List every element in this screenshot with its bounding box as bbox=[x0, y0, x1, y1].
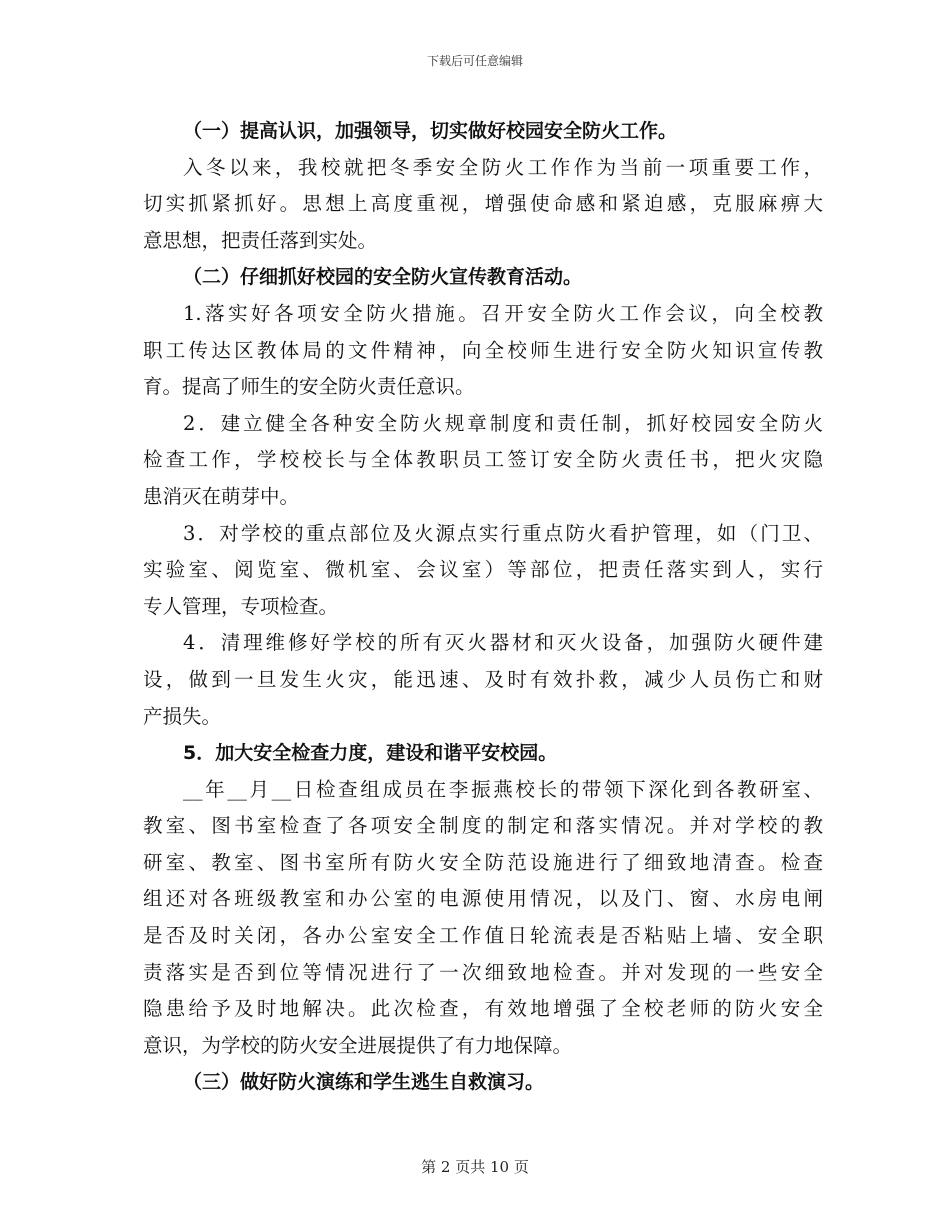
paragraph-line: 职工传达区教体局的文件精神，向全校师生进行安全防火知识宣传教 bbox=[143, 338, 823, 362]
paragraph-line: 责落实是否到位等情况进行了一次细致地检查。并对发现的一些安全 bbox=[143, 960, 823, 984]
page-footer: 第 2 页共 10 页 bbox=[421, 1158, 529, 1176]
paragraph-line: 切实抓紧抓好。思想上高度重视，增强使命感和紧迫感，克服麻痹大 bbox=[143, 192, 823, 216]
paragraph-line: 设，做到一旦发生火灾，能迅速、及时有效扑救，减少人员伤亡和财 bbox=[143, 667, 823, 691]
paragraph-line: __年__月__日检查组成员在李振燕校长的带领下深化到各教研室、 bbox=[183, 777, 823, 801]
paragraph-line: 患消灭在萌芽中。 bbox=[143, 484, 300, 508]
section-heading: （三）做好防火演练和学生逃生自救演习。 bbox=[183, 1071, 545, 1094]
paragraph-line: 意思想，把责任落到实处。 bbox=[143, 228, 378, 252]
subsection-heading: 5．加大安全检查力度，建设和谐平安校园。 bbox=[183, 742, 558, 765]
document-body bbox=[143, 113, 823, 1101]
paragraph-line: 1.落实好各项安全防火措施。召开安全防火工作会议，向全校教 bbox=[183, 301, 823, 325]
paragraph-line: 入冬以来，我校就把冬季安全防火工作作为当前一项重要工作， bbox=[183, 155, 823, 179]
section-heading: （一）提高认识，加强领导，切实做好校园安全防火工作。 bbox=[183, 120, 678, 142]
paragraph-line: 产损失。 bbox=[143, 704, 222, 728]
paragraph-line: 3．对学校的重点部位及火源点实行重点防火看护管理，如（门卫、 bbox=[183, 521, 823, 545]
page-header: 下载后可任意编辑 bbox=[426, 54, 523, 68]
section-heading: （二）仔细抓好校园的安全防火宣传教育活动。 bbox=[183, 266, 583, 289]
paragraph-line: 4．清理维修好学校的所有灭火器材和灭火设备，加强防火硬件建 bbox=[183, 631, 823, 655]
paragraph-line: 组还对各班级教室和办公室的电源使用情况，以及门、窗、水房电闸 bbox=[143, 887, 823, 911]
paragraph-line: 隐患给予及时地解决。此次检查，有效地增强了全校老师的防火安全 bbox=[143, 997, 823, 1021]
paragraph-line: 研室、教室、图书室所有防火安全防范设施进行了细致地清查。检查 bbox=[143, 850, 823, 874]
paragraph-line: 实验室、阅览室、微机室、会议室）等部位，把责任落实到人，实行 bbox=[143, 558, 823, 582]
paragraph-line: 教室、图书室检查了各项安全制度的制定和落实情况。并对学校的教 bbox=[143, 814, 823, 838]
paragraph-line: 育。提高了师生的安全防火责任意识。 bbox=[143, 375, 475, 399]
paragraph-line: 是否及时关闭，各办公室安全工作值日轮流表是否粘贴上墙、安全职 bbox=[143, 924, 823, 948]
paragraph-line: 意识，为学校的防火安全进展提供了有力地保障。 bbox=[143, 1033, 573, 1057]
paragraph-line: 2．建立健全各种安全防火规章制度和责任制，抓好校园安全防火 bbox=[183, 411, 823, 435]
paragraph-line: 专人管理，专项检查。 bbox=[143, 594, 339, 618]
paragraph-line: 检查工作，学校校长与全体教职员工签订安全防火责任书，把火灾隐 bbox=[143, 448, 823, 472]
